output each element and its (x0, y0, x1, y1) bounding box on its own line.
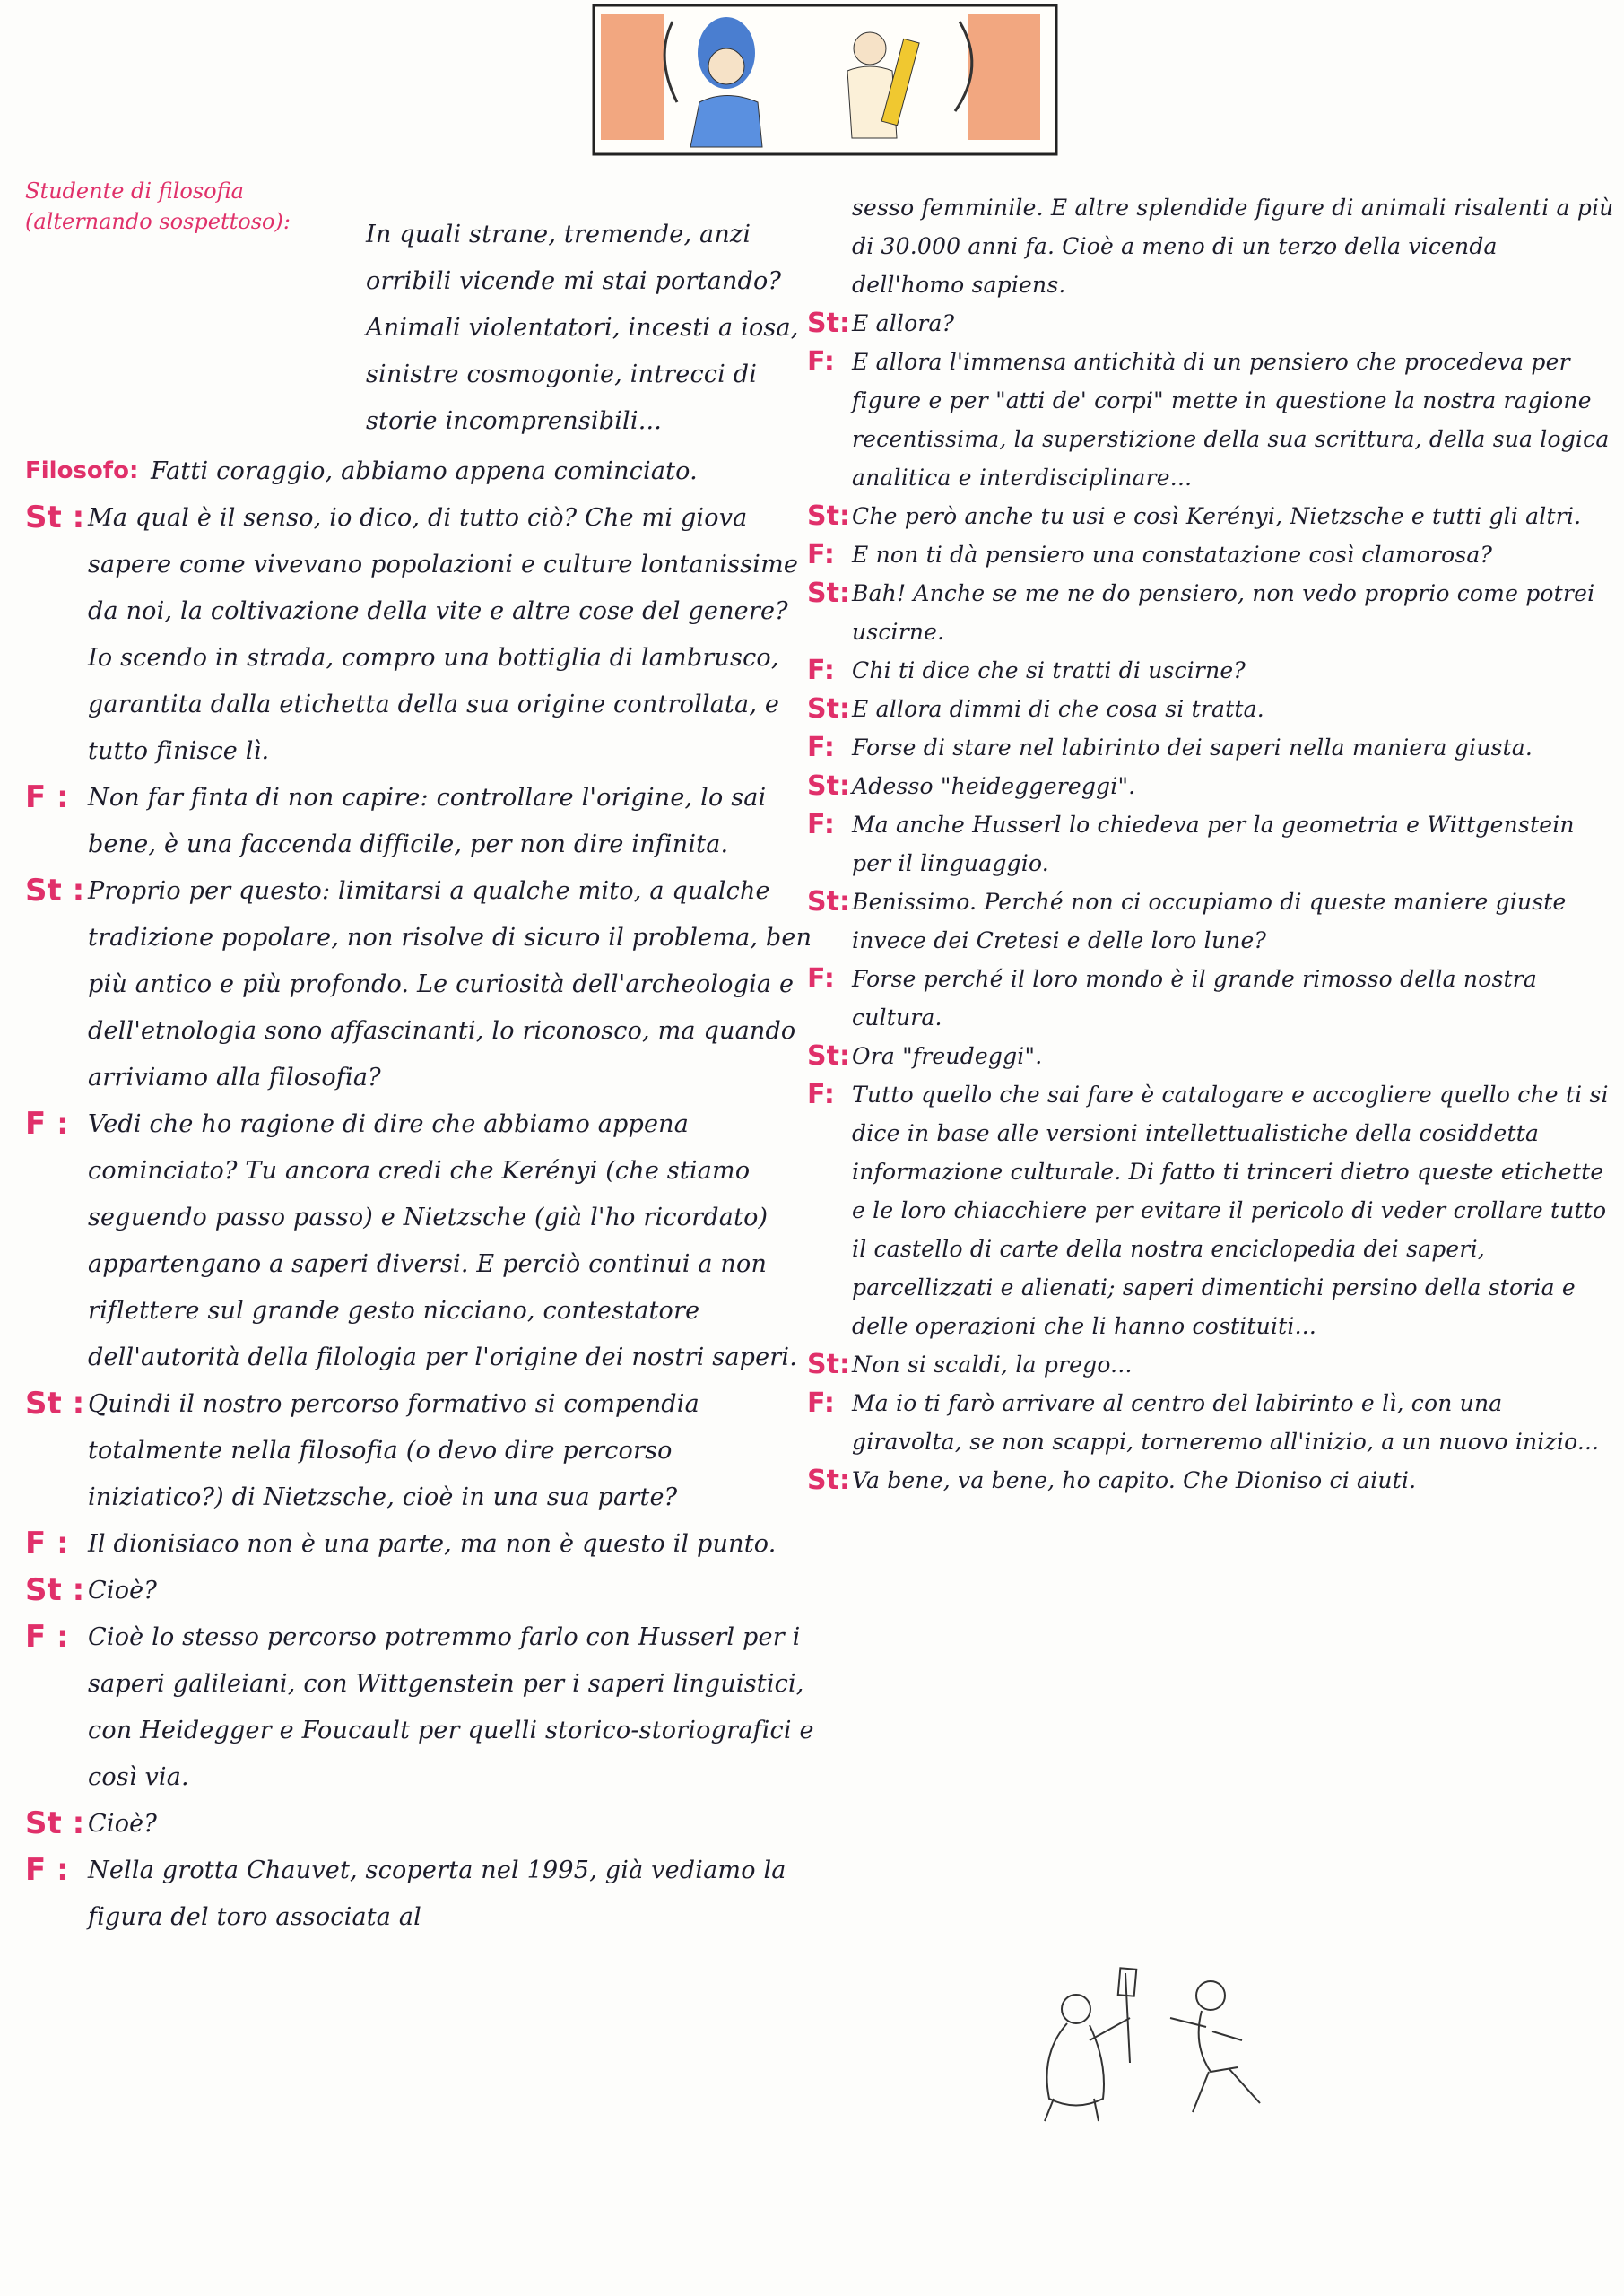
dialogue-entry (807, 805, 1614, 883)
dialogue-text: Ma qual è il senso, io dico, di tutto ciò? Che mi giova sapere come vivevano popolazioni e culture lontanissime da noi, la coltivazione della vite e altre cose del genere? Io scendo in strada, compro una bottiglia di lambrusco, garantita dalla etichetta della sua origine controllata, e tutto finisce lì. (88, 504, 799, 765)
dialogue-text: Forse perché il loro mondo è il grande rimosso della nostra cultura. (852, 966, 1538, 1031)
dialogue-entry (25, 1521, 814, 1568)
dialogue-entry (25, 1801, 814, 1848)
speaker-label: F: (807, 1387, 835, 1419)
dialogue-entry (807, 1384, 1614, 1461)
dialogue-text: Chi ti dice che si tratti di uscirne? (852, 657, 1246, 683)
bottom-sketch (1004, 1955, 1300, 2126)
dialogue-text: Va bene, va bene, ho capito. Che Dioniso ci aiuti. (852, 1467, 1417, 1493)
dialogue-entry (807, 883, 1614, 960)
dialogue-text: Cioè? (88, 1577, 158, 1605)
speaker-label: St: (807, 693, 850, 725)
dialogue-entry (807, 728, 1614, 767)
left-column (25, 176, 814, 1941)
dialogue-text: Fatti coraggio, abbiamo appena cominciato. (151, 457, 698, 485)
dialogue-text: Bah! Anche se me ne do pensiero, non vedo proprio come potrei uscirne. (852, 580, 1595, 645)
speaker-label: St : (25, 1572, 85, 1608)
dialogue-text: Adesso "heideggereggi". (852, 773, 1136, 799)
dialogue-text: E allora dimmi di che cosa si tratta. (852, 696, 1264, 722)
speaker-label: St: (807, 500, 850, 532)
speaker-label: F: (807, 655, 835, 686)
speaker-label: Filosofo: (25, 457, 139, 484)
dialogue-entry (807, 767, 1614, 805)
dialogue-entry (807, 343, 1614, 497)
speaker-label: St : (25, 873, 85, 909)
speaker-label: F: (807, 346, 835, 378)
right-column (807, 188, 1614, 1500)
dialogue-text: Non si scaldi, la prego... (852, 1352, 1133, 1378)
speaker-label: St : (25, 500, 85, 535)
dialogue-text: Il dionisiaco non è una parte, ma non è questo il punto. (88, 1530, 777, 1558)
dialogue-entry (807, 304, 1614, 343)
dialogue-text: E allora? (852, 310, 955, 336)
dialogue-text: In quali strane, tremende, anzi orribili vicende mi stai portando? Animali violentatori, incesti a iosa, sinistre cosmogonie, intrecci di storie incomprensibili... (366, 221, 799, 435)
dialogue-entry (25, 775, 814, 868)
dialogue-entry (807, 690, 1614, 728)
dialogue-text: E allora l'immensa antichità di un pensiero che procedeva per figure e per "atti de' corpi" mette in questione la nostra ragione recentissima, la superstizione della sua scrittura, della sua logica analitica e interdisciplinare... (852, 349, 1610, 491)
speaker-label: St: (807, 578, 850, 609)
dialogue-text: Quindi il nostro percorso formativo si compendia totalmente nella filosofia (o devo dire percorso iniziatico?) di Nietzsche, cioè in una sua parte? (88, 1390, 699, 1511)
speaker-label: F: (807, 1079, 835, 1110)
dialogue-entry (25, 1848, 814, 1941)
dialogue-text: Ora "freudeggi". (852, 1043, 1043, 1069)
dialogue-text: sesso femminile. E altre splendide figure di animali risalenti a più di 30.000 anni fa. Cioè a meno di un terzo della vicenda dell'homo sapiens. (852, 195, 1614, 298)
dialogue-entry (25, 1614, 814, 1801)
dialogue-text: Tutto quello che sai fare è catalogare e accogliere quello che ti si dice in base alle versioni intellettualistiche della cosiddetta informazione culturale. Di fatto ti trinceri dietro queste etichette e le loro chiacchiere per evitare il pericolo di veder crollare tutto il castello di carte della nostra enciclopedia dei saperi, parcellizzati e alienati; saperi dimentichi persino della storia e delle operazioni che li hanno costituiti... (852, 1082, 1609, 1339)
dialogue-entry (807, 1075, 1614, 1345)
speaker-label: St : (25, 1805, 85, 1841)
dialogue-entry (25, 448, 814, 495)
dialogue-text: Ma anche Husserl lo chiedeva per la geometria e Wittgenstein per il linguaggio. (852, 812, 1575, 876)
speaker-label: St: (807, 770, 850, 802)
speaker-label: F : (25, 1619, 69, 1655)
dialogue-text: Cioè? (88, 1810, 158, 1838)
dialogue-entry (807, 960, 1614, 1037)
speaker-label: F: (807, 539, 835, 570)
speaker-label: F: (807, 732, 835, 763)
dialogue-entry (25, 1381, 814, 1521)
header-line-2: (alternando sospettoso): (25, 209, 291, 234)
speaker-label: F : (25, 779, 69, 815)
dialogue-entry (25, 868, 814, 1101)
speaker-label: St: (807, 1040, 850, 1072)
speaker-label: St: (807, 1349, 850, 1380)
speaker-label: St: (807, 308, 850, 339)
dialogue-entry (25, 212, 814, 445)
dialogue-entry (25, 495, 814, 775)
dialogue-text: Cioè lo stesso percorso potremmo farlo con Husserl per i saperi galileiani, con Wittgenstein per i saperi linguistici, con Heidegger e Foucault per quelli storico-storiografici e così via. (88, 1623, 814, 1791)
dialogue-entry (807, 1461, 1614, 1500)
dialogue-entry (807, 188, 1614, 304)
speaker-label: F : (25, 1106, 69, 1142)
dialogue-text: Benissimo. Perché non ci occupiamo di queste maniere giuste invece dei Cretesi e delle loro lune? (852, 889, 1567, 953)
dialogue-text: Ma io ti farò arrivare al centro del labirinto e lì, con una giravolta, se non scappi, torneremo all'inizio, a un nuovo inizio... (852, 1390, 1600, 1455)
speaker-label: F: (807, 963, 835, 995)
dialogue-entry (807, 497, 1614, 535)
dialogue-entry (25, 1101, 814, 1381)
dialogue-entry (807, 535, 1614, 574)
header-line-1: Studente di filosofia (25, 178, 244, 204)
dialogue-text: Non far finta di non capire: controllare l'origine, lo sai bene, è una faccenda difficile, per non dire infinita. (88, 784, 767, 858)
dialogue-text: E non ti dà pensiero una constatazione così clamorosa? (852, 542, 1493, 568)
dialogue-entry (807, 574, 1614, 651)
dialogue-entry (807, 1345, 1614, 1384)
dialogue-entry (807, 1037, 1614, 1075)
dialogue-text: Che però anche tu usi e così Kerényi, Nietzsche e tutti gli altri. (852, 503, 1582, 529)
dialogue-text: Proprio per questo: limitarsi a qualche mito, a qualche tradizione popolare, non risolve di sicuro il problema, ben più antico e più profondo. Le curiosità dell'archeologia e dell'etnologia sono affascinanti, lo riconosco, ma quando arriviamo alla filosofia? (88, 877, 812, 1091)
speaker-label: St : (25, 1386, 85, 1422)
speaker-label: St: (807, 1465, 850, 1496)
speaker-label: St: (807, 886, 850, 918)
speaker-label: F : (25, 1852, 69, 1888)
speaker-label: F : (25, 1526, 69, 1561)
dialogue-entry (807, 651, 1614, 690)
top-illustration (592, 4, 1058, 156)
dialogue-text: Vedi che ho ragione di dire che abbiamo appena cominciato? Tu ancora credi che Kerényi (che stiamo seguendo passo passo) e Nietzsche (già l'ho ricordato) appartengano a saperi diversi. E perciò continui a non riflettere sul grande gesto nicciano, contestatore dell'autorità della filologia per l'origine dei nostri saperi. (88, 1110, 798, 1371)
speaker-label: F: (807, 809, 835, 840)
dialogue-entry (25, 1568, 814, 1614)
dialogue-text: Nella grotta Chauvet, scoperta nel 1995, già vediamo la figura del toro associata al (88, 1857, 786, 1931)
dialogue-text: Forse di stare nel labirinto dei saperi nella maniera giusta. (852, 735, 1533, 761)
